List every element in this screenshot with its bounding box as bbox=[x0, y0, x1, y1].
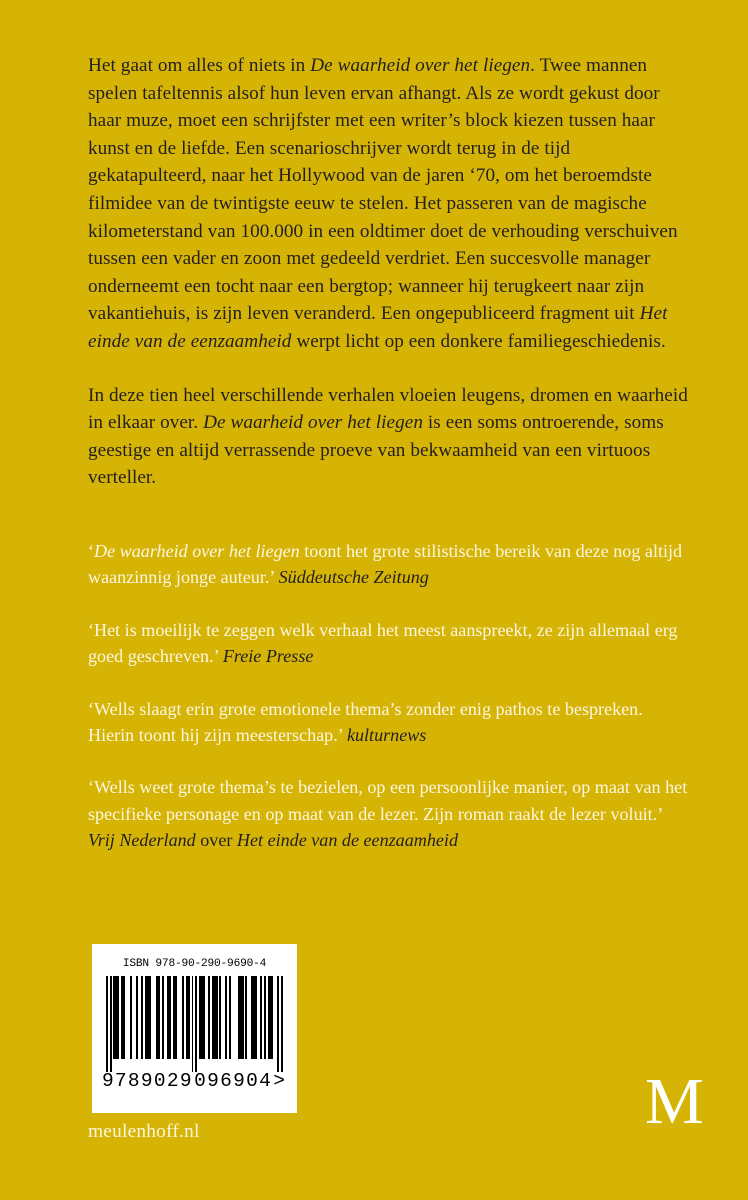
quote-open-mark: ‘ bbox=[88, 540, 95, 561]
quote-source-referenced-title: Het einde van de eenzaamheid bbox=[236, 830, 458, 851]
quote-body: Wells slaagt erin grote emotionele thema’s zonder enig pathos te bespreken. Hierin toont hij zijn meesterschap.’ bbox=[88, 698, 643, 745]
book-title-mention-3: De waarheid over het liegen bbox=[203, 412, 423, 434]
quote-open-mark: ‘ bbox=[88, 777, 95, 798]
quote-source: Freie Presse bbox=[222, 646, 314, 667]
book-title-mention-1: De waarheid over het liegen bbox=[310, 55, 531, 76]
meulenhoff-logo: M bbox=[645, 1065, 704, 1138]
quote-body: Het is moeilijk te zeggen welk verhaal het meest aanspreekt, ze zijn allemaal erg goed geschreven.’ bbox=[88, 619, 678, 667]
ean-left-digit: 9 bbox=[102, 1070, 114, 1092]
quote-source: Vrij Nederland bbox=[88, 830, 196, 851]
ean-group-1: 789029 bbox=[114, 1070, 193, 1092]
blurb-p1-text-1: Het gaat om alles of niets in bbox=[88, 55, 311, 76]
review-quote bbox=[88, 538, 688, 591]
ean-group-2: 096904 bbox=[194, 1070, 273, 1092]
quote-source: Süddeutsche Zeitung bbox=[278, 567, 429, 588]
blurb-p2-text-1: In deze tien heel verschillende verhalen vloeien leugens, dromen en waarheid in elkaar over. bbox=[88, 384, 688, 434]
isbn-barcode bbox=[92, 944, 297, 1113]
quote-body: toont het grote stilistische bereik van deze nog altijd waanzinnig jonge auteur.’ bbox=[88, 540, 683, 588]
blurb-p1-text-3: werpt licht op een donkere familiegeschiedenis. bbox=[291, 330, 666, 352]
publisher-website[interactable]: meulenhoff.nl bbox=[88, 1121, 200, 1142]
quote-body: Wells weet grote thema’s te bezielen, op een persoonlijke manier, op maat van het specifieke personage en op maat van de lezer. Zijn roman raakt de lezer voluit.’ bbox=[88, 777, 688, 824]
blurb-paragraph-2 bbox=[88, 382, 688, 492]
quote-open-mark: ‘ bbox=[88, 619, 95, 640]
barcode-bars bbox=[106, 976, 283, 1072]
quote-source: kulturnews bbox=[346, 724, 427, 745]
blurb-paragraph-1 bbox=[88, 52, 688, 356]
review-quote bbox=[88, 696, 688, 749]
review-quote bbox=[88, 617, 688, 670]
isbn-label: ISBN 978-90-290-9690-4 bbox=[122, 958, 267, 970]
ean-end-mark: > bbox=[273, 1070, 285, 1092]
quote-title-italic: De waarheid over het liegen bbox=[94, 540, 300, 561]
book-title-mention-2: Het einde van de eenzaamheid bbox=[88, 303, 668, 352]
review-quotes-list bbox=[88, 538, 688, 854]
cover-text-block bbox=[88, 52, 688, 854]
quote-open-mark: ‘ bbox=[88, 698, 95, 719]
quote-source-connector: over bbox=[195, 830, 237, 851]
blurb-p1-text-2: . Twee mannen spelen tafeltennis alsof hun leven ervan afhangt. Als ze wordt gekust door haar muze, moet een schrijfster met een writer’s block kiezen tussen haar kunst en de liefde. Een scenarioschrijver wordt terug in de tijd gekatapulteerd, naar het Hollywood van de jaren ‘70, om het beroemdste filmidee van de twintigste eeuw te stelen. Het passeren van de magische kilometerstand van 100.000 in een oldtimer doet de verhouding verschuiven tussen een vader en zoon met gedeeld verdriet. Een succesvolle manager onderneemt een tocht naar een bergtop; wanneer hij terugkeert naar zijn vakantiehuis, is zijn leven veranderd. Een ongepubliceerd fragment uit bbox=[88, 55, 678, 325]
blurb-p2-text-2: is een soms ontroerende, soms geestige en altijd verrassende proeve van bekwaamheid van een virtuoos verteller. bbox=[88, 412, 664, 489]
review-quote bbox=[88, 774, 688, 853]
ean-digits bbox=[100, 1070, 289, 1092]
